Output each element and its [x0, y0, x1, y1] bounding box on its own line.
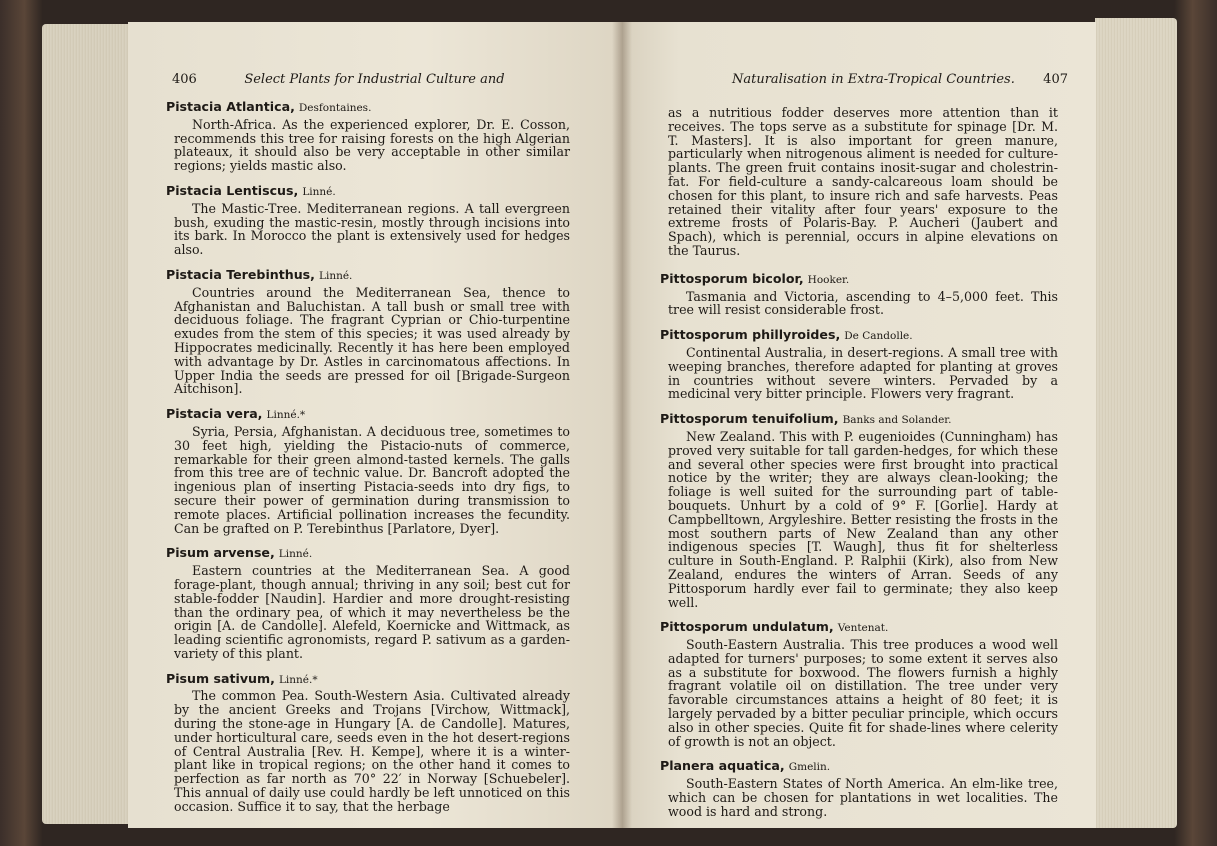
book-gutter	[612, 22, 632, 828]
right-page-number: 407	[1043, 72, 1068, 87]
entry-text: South-Eastern States of North America. An elm-like tree, which can be chosen for plantations in wet localities. The wood is hard and strong.	[668, 776, 1058, 819]
entry-name: Pistacia Terebinthus,	[166, 266, 315, 282]
entry-name: Pistacia Lentiscus,	[166, 182, 299, 198]
entry-authority: Gmelin.	[788, 761, 831, 774]
entry-head	[166, 407, 570, 423]
left-column	[166, 99, 570, 825]
entry-name: Pittosporum phillyroides,	[660, 327, 841, 343]
entry-name: Pittosporum tenuifolium,	[660, 411, 839, 427]
entry-text: New Zealand. This with P. eugenioides (Cunningham) has proved very suitable for tall garden-hedges, for which these and several other species were first brought into practical notice by the writer; they are always clean-looking; the foliage is well suited for the surrounding part of table-bouquets. Unhurt by a cold of 9° F. [Gorlie]. Hardy at Campbelltown, Argyleshire. Better resisting the frosts in the most southern parts of New Zealand than any other indigenous species [T. Waugh], thus fit for shelterless culture in South-England. P. Ralphii (Kirk), also from New Zealand, endures the winters of Arran. Seeds of any Pittosporum hardly ever fail to germinate; they also keep well.	[668, 428, 1058, 610]
entry-authority: Linné.*	[278, 673, 318, 686]
entry-authority: Ventenat.	[837, 622, 889, 635]
right-column	[660, 105, 1058, 828]
entry-authority: Desfontaines.	[298, 102, 372, 114]
entry-authority: Linné.	[318, 269, 353, 282]
entry-text: The Mastic-Tree. Mediterranean regions. A tall evergreen bush, exuding the mastic-resin, mostly through incisions into its bark. In Morocco the plant is extensively used for hedges also.	[174, 200, 570, 258]
entry-head	[166, 268, 570, 284]
entry-head	[660, 620, 1058, 636]
entry-text: Tasmania and Victoria, ascending to 4–5,000 feet. This tree will resist considerable frost.	[668, 288, 1058, 318]
entry	[660, 327, 1058, 402]
entry-text: North-Africa. As the experienced explorer, Dr. E. Cosson, recommends this tree for raising forests on the high Algerian plateaux, it should also be very acceptable in other similar regions; yields mastic also.	[174, 116, 570, 174]
continuation-text: as a nutritious fodder deserves more attention than it receives. The tops serve as a substitute for spinage [Dr. M. T. Masters]. It is also important for green manure, particularly when nitrogenous aliment is needed for culture-plants. The green fruit contains inosit-sugar and cholestrin-fat. For field-culture a sandy-calcareous loam should be chosen for this plant, to insure rich and safe harvests. Peas retained their vitality after four years' exposure to the extreme frosts of Polaris-Bay. P. Aucheri (Jaubert and Spach), which is perennial, occurs in alpine elevations on the Taurus.	[668, 105, 1058, 258]
entry-name: Pisum arvense,	[166, 545, 275, 561]
entry	[166, 182, 570, 258]
entry	[166, 406, 570, 536]
entry-text: South-Eastern Australia. This tree produces a wood well adapted for turners' purposes; to some extent it serves also as a substitute for boxwood. The flowers furnish a highly fragrant volatile oil on distillation. The tree under very favorable circumstances attains a height of 80 feet; it is largely pervaded by a bitter peculiar principle, which occurs also in other species. Quite fit for shade-lines where celerity of growth is not an object.	[668, 637, 1058, 749]
left-page	[128, 22, 622, 828]
entry	[166, 670, 570, 814]
entry-name: Pisum sativum,	[166, 670, 275, 686]
right-running-head	[732, 72, 1068, 87]
left-running-head	[172, 72, 572, 87]
entry	[166, 545, 570, 661]
entry-authority: Linné.	[302, 185, 336, 198]
entry	[660, 619, 1058, 749]
entry	[660, 270, 1058, 318]
entry-head	[660, 412, 1058, 428]
entry-authority: Linné.*	[266, 409, 306, 422]
entry-head	[166, 100, 570, 116]
entry-text: Continental Australia, in desert-regions. A small tree with weeping branches, therefore adapted for planting at groves in countries without severe winters. Pervaded by a medicinal very bitter principle. Flowers very fragrant.	[668, 344, 1058, 402]
entry-authority: De Candolle.	[844, 330, 913, 343]
entry-text: Countries around the Mediterranean Sea, thence to Afghanistan and Baluchistan. A tall bush or small tree with deciduous foliage. The fragrant Cyprian or Chio-turpentine exudes from the stem of this species; it was used already by Hippocrates medicinally. Recently it has here been employed with advantage by Dr. Astles in carcinomatous affections. In Upper India the seeds are pressed for oil [Brigade-Surgeon Aitchison].	[174, 284, 570, 397]
entry-text: Eastern countries at the Mediterranean Sea. A good forage-plant, though annual; thriving in any soil; best cut for stable-fodder [Naudin]. Hardier and more drought-resisting than the ordinary pea, of which it may nevertheless be the origin [A. de Candolle]. Alefeld, Koernicke and Wittmack, as leading scientific agronomists, regard P. sativum as a garden-variety of this plant.	[174, 563, 570, 661]
entry-name: Pittosporum undulatum,	[660, 619, 834, 635]
right-running-title: Naturalisation in Extra-Tropical Countries.	[732, 72, 1015, 87]
entry-text: Syria, Persia, Afghanistan. A deciduous tree, sometimes to 30 feet high, yielding the Pistacio-nuts of commerce, remarkable for their green almond-tasted kernels. The galls from this tree are of technic value. Dr. Bancroft adopted the ingenious plan of inserting Pistacia-seeds into dry figs, to secure their power of germination during transmission to remote places. Artificial pollination increases the fecundity. Can be grafted on P. Terebinthus [Parlatore, Dyer].	[174, 423, 570, 536]
entry-name: Pistacia Atlantica,	[166, 99, 295, 114]
entry-head	[166, 184, 570, 200]
left-running-title: Select Plants for Industrial Culture and	[244, 72, 505, 87]
left-page-number: 406	[172, 72, 197, 87]
entry-head	[660, 328, 1058, 344]
right-page	[622, 22, 1096, 828]
entry-head	[166, 672, 570, 688]
entry-head	[660, 272, 1058, 288]
page-edges-left	[42, 24, 130, 824]
entry	[166, 99, 570, 174]
entry-head	[166, 546, 570, 562]
entry-authority: Linné.	[278, 548, 313, 561]
page-edges-right	[1095, 18, 1177, 828]
entry-name: Pittosporum bicolor,	[660, 270, 804, 286]
entry-name: Pistacia vera,	[166, 406, 263, 422]
entry-authority: Banks and Solander.	[842, 414, 952, 427]
entry-name: Planera aquatica,	[660, 758, 785, 774]
entry-head	[660, 759, 1058, 775]
entry-authority: Hooker.	[807, 273, 850, 286]
entry-text: The common Pea. South-Western Asia. Cultivated already by the ancient Greeks and Trojans [Virchow, Wittmack], during the stone-age in Hungary [A. de Candolle]. Matures, under horticultural care, seeds even in the hot desert-regions of Central Australia [Rev. H. Kempe], where it is a winter-plant like in tropical regions; on the other hand it comes to perfection as far north as 70° 22′ in Norway [Schuebeler]. This annual of daily use could hardly be left unnoticed on this occasion. Suffice it to say, that the herbage	[174, 688, 570, 814]
entry	[660, 758, 1058, 819]
entry	[166, 266, 570, 397]
entry	[660, 411, 1058, 610]
